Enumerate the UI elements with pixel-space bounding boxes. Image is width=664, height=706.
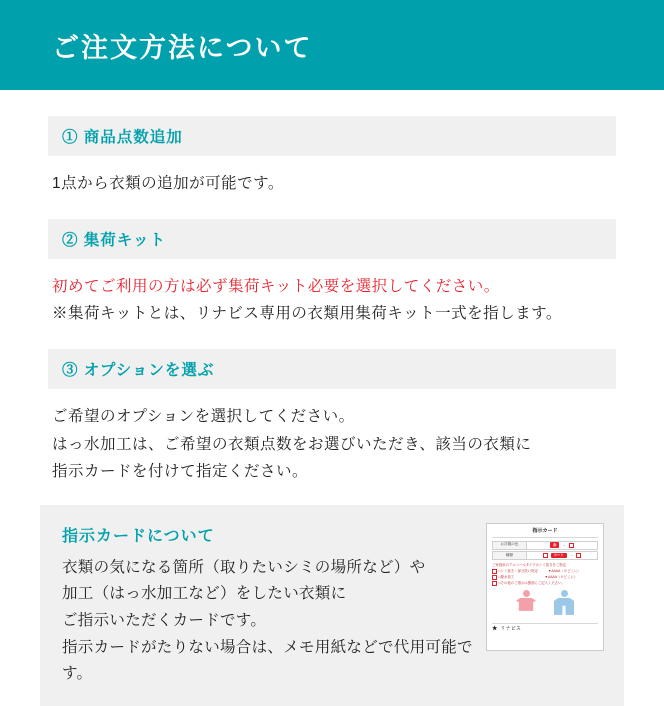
section-heading-3	[48, 349, 616, 389]
section-3-line-1: ご希望のオプションを選択してください。	[52, 408, 355, 426]
section-2-body	[52, 273, 616, 327]
thumbnail-swatch-3	[576, 553, 581, 558]
section-3-body	[52, 403, 616, 484]
page-header	[0, 0, 664, 90]
thumbnail-row-color-label: お洋服の色	[493, 542, 527, 549]
section-3-line-2: はっ水加工は、ご希望の衣類点数をお選びいただき、該当の衣類に	[52, 435, 532, 453]
section-heading-1-label: ① 商品点数追加	[62, 129, 183, 146]
thumbnail-arrow-2: →	[569, 553, 574, 558]
thumbnail-check-line-3	[492, 581, 598, 586]
thumbnail-chip-color: 赤	[550, 542, 559, 548]
section-heading-1	[48, 116, 616, 156]
thumbnail-row-type-label: 種類	[493, 552, 527, 559]
page-title: ご注文方法について	[52, 32, 313, 63]
thumbnail-illustration	[492, 590, 598, 620]
thumbnail-check-line-0	[492, 563, 598, 568]
thumbnail-check-text-1: □シミ抜き・部分洗い指定 ▼AAAA（※どこに）	[498, 569, 581, 574]
suit-body-shape	[554, 598, 574, 615]
thumbnail-footer	[492, 623, 598, 633]
thumbnail-logo-text: リナビス	[500, 625, 522, 632]
instruction-card-line-4: 指示カードがたりない場合は、メモ用紙などで代用可能です。	[62, 638, 473, 683]
instruction-card-thumbnail	[486, 523, 604, 651]
section-2-line-2: ※集荷キットとは、リナビス専用の衣類用集荷キット一式を指します。	[52, 305, 562, 323]
thumbnail-check-line-1	[492, 569, 598, 574]
thumbnail-checkbox-1	[492, 569, 497, 574]
instruction-card-body	[62, 555, 476, 688]
thumbnail-chip-type: コート	[551, 553, 567, 559]
instruction-card-title: 指示カードについて	[62, 527, 215, 545]
suit-head-shape	[561, 590, 568, 597]
thumbnail-check-text-2: □撥水加工 ▼AAAA（※どこに）	[498, 575, 578, 580]
instruction-card-line-3: ご指示いただくカードです。	[62, 612, 267, 630]
thumbnail-row-type-value	[527, 552, 597, 559]
thumbnail-check-text-3: □その他のご指示は裏面にご記入ください。	[498, 581, 565, 586]
thumbnail-arrow-1: →	[562, 542, 566, 547]
section-1-line-1: 1点から衣類の追加が可能です。	[52, 175, 284, 192]
thumbnail-checkbox-3	[492, 581, 497, 586]
section-heading-2	[48, 219, 616, 259]
instruction-card-callout	[40, 505, 624, 706]
thumbnail-check-line-2	[492, 575, 598, 580]
thumbnail-row-type	[492, 551, 598, 560]
thumbnail-swatch-2	[543, 553, 548, 558]
thumbnail-check-list	[492, 563, 598, 586]
thumbnail-row-color-value	[527, 542, 597, 549]
dress-illustration-icon	[515, 590, 537, 620]
thumbnail-swatch-1	[569, 543, 574, 548]
section-1-body	[52, 170, 616, 197]
section-heading-3-label: ③ オプションを選ぶ	[62, 362, 215, 380]
instruction-card-line-2: 加工（はっ水加工など）をしたい衣類に	[62, 585, 347, 603]
rinavis-logo-icon: ★	[492, 626, 498, 633]
thumbnail-title: 指示カード	[492, 528, 598, 538]
thumbnail-checkbox-2	[492, 575, 497, 580]
thumbnail-row-color	[492, 541, 598, 550]
section-3-line-3: 指示カードを付けて指定ください。	[52, 462, 309, 480]
suit-illustration-icon	[553, 590, 575, 620]
instruction-card-text-block	[62, 523, 476, 688]
section-2-line-1-alert: 初めてご利用の方は必ず集荷キット必要を選択してください。	[52, 278, 500, 296]
dress-body-shape	[516, 598, 536, 611]
page-content	[0, 90, 664, 706]
section-heading-2-label: ② 集荷キット	[62, 232, 166, 250]
instruction-card-line-1: 衣類の気になる箇所（取りたいシミの場所など）や	[62, 558, 426, 576]
dress-head-shape	[523, 590, 530, 597]
thumbnail-check-text-0: ご家庭用のアルコールタイプのシミ抜きをご指定	[492, 563, 567, 567]
